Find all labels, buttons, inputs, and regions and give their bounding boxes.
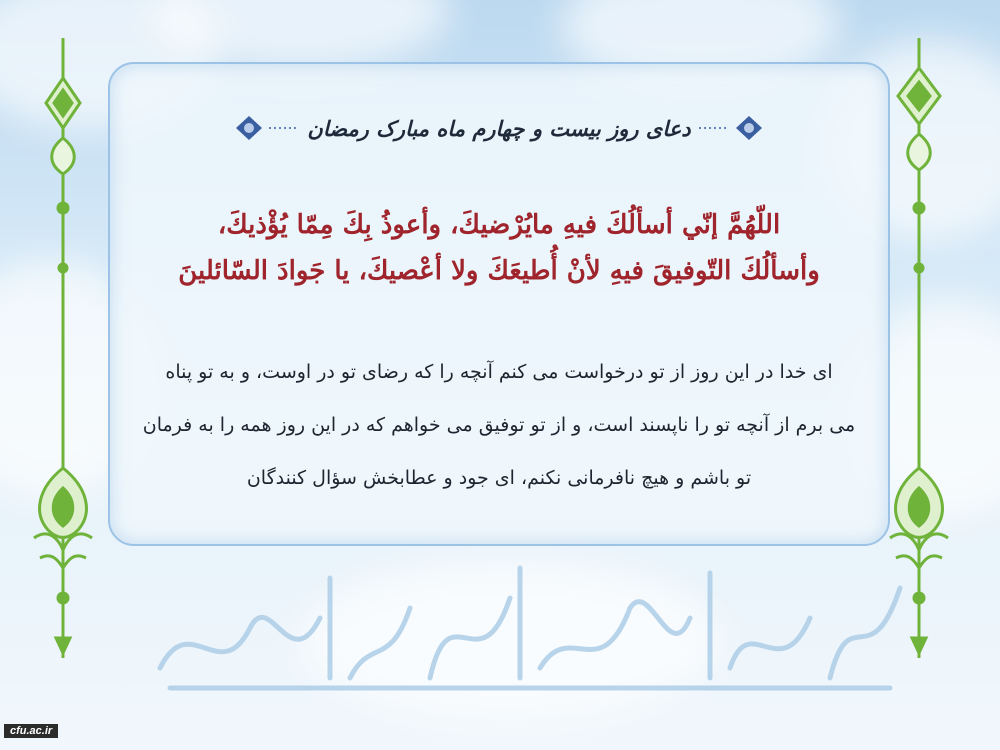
persian-line: ای خدا در این روز از تو درخواست می کنم آنچه را که رضای تو در اوست، و به تو پناه (165, 361, 833, 383)
blue-rosette-icon (232, 114, 266, 142)
left-vine-ornament (28, 38, 98, 658)
content-panel (108, 62, 890, 546)
arabic-prayer (140, 202, 858, 294)
dotted-line-icon (269, 123, 299, 133)
arabic-line: اللّهُمَّ إنّي أسألُكَ فيهِ مايُرْضيكَ، وأعوذُ بِكَ مِمّا يُؤْذيكَ، (217, 210, 781, 240)
title-ornament-left (232, 114, 299, 142)
site-watermark: cfu.ac.ir (4, 724, 58, 738)
persian-line: می برم از آنچه تو را ناپسند است، و از تو توفیق می خواهم که در این روز همه را به فرمان (142, 414, 856, 436)
title-row (110, 108, 888, 148)
title-ornament-right (699, 114, 766, 142)
persian-line: تو باشم و هیچ نافرمانی نکنم، ای جود و عطابخش سؤال کنندگان (246, 467, 752, 489)
persian-translation (140, 346, 858, 505)
page-title: دعای روز بیست و چهارم ماه مبارک رمضان (307, 115, 691, 141)
calligraphy-decoration (150, 548, 910, 698)
arabic-line: وأسألُكَ التّوفيقَ فيهِ لأنْ أُطيعَكَ ولا أعْصيكَ، يا جَوادَ السّائلينَ (178, 256, 820, 286)
blue-rosette-icon (732, 114, 766, 142)
dotted-line-icon (699, 123, 729, 133)
